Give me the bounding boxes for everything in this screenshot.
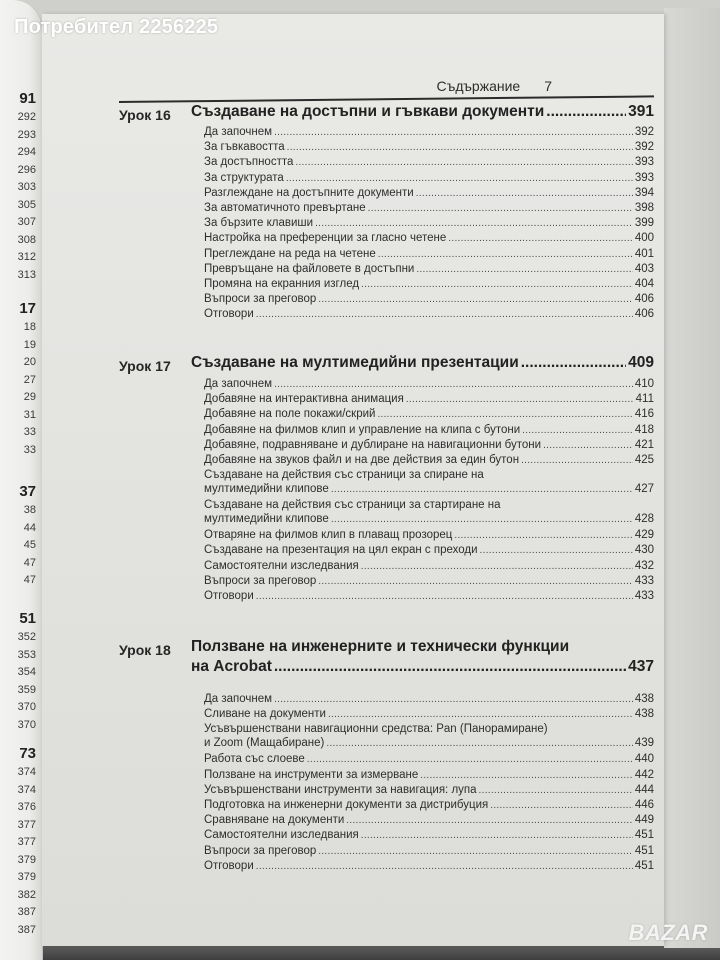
lesson-label: Урок 18 xyxy=(119,642,171,658)
toc-entry[interactable] xyxy=(204,438,654,453)
lesson-title-text-continued: на Acrobat xyxy=(191,658,272,675)
toc-entry-page-number: 410 xyxy=(634,378,654,390)
toc-entry-text: Добавяне на поле покажи/скрий xyxy=(204,408,376,421)
toc-entry-page-number: 406 xyxy=(634,308,654,321)
toc-entry-text: Създаване на действия със страници за спиране на xyxy=(204,469,484,482)
dot-leader xyxy=(274,125,633,140)
facing-lesson-page-number: 37 xyxy=(19,483,36,500)
toc-entry-page-number: 393 xyxy=(634,156,654,169)
toc-entry-page-number: 438 xyxy=(634,693,654,705)
toc-entry-page-number: 401 xyxy=(634,247,654,260)
toc-entry-text: Промяна на екранния изглед xyxy=(204,277,360,290)
toc-entry-page-number: 432 xyxy=(634,559,654,572)
facing-entry-page-number: 20 xyxy=(23,356,36,368)
toc-entry-text: Да започнем xyxy=(204,378,273,390)
toc-entry[interactable] xyxy=(204,768,654,783)
toc-entry[interactable] xyxy=(204,201,654,216)
toc-entry[interactable] xyxy=(204,859,654,874)
toc-entry-page-number: 404 xyxy=(634,277,654,290)
facing-entry-page-number: 377 xyxy=(17,836,36,848)
toc-entry-page-number: 411 xyxy=(635,393,654,406)
dot-leader xyxy=(331,483,633,497)
dot-leader xyxy=(315,216,633,231)
toc-entry[interactable] xyxy=(204,783,654,798)
facing-entry-page-number: 33 xyxy=(23,426,36,438)
facing-lesson-page-number: 73 xyxy=(19,745,36,762)
toc-entry-text: Самостоятелни изследвания xyxy=(204,559,359,572)
page-edge-shadow xyxy=(664,8,720,948)
toc-entry-page-number: 428 xyxy=(634,513,654,526)
dot-leader xyxy=(522,423,633,438)
running-head xyxy=(436,78,552,94)
toc-entry[interactable] xyxy=(204,589,654,604)
lesson-entries xyxy=(204,692,654,874)
facing-entry-page-number: 296 xyxy=(17,163,36,176)
toc-entry[interactable] xyxy=(204,844,654,859)
toc-entry-page-number: 449 xyxy=(634,814,654,827)
facing-entry-page-number: 313 xyxy=(17,268,36,281)
toc-entry-page-number: 433 xyxy=(634,589,654,602)
toc-entry-text: Въпроси за преговор xyxy=(204,844,317,857)
facing-entry-page-number: 379 xyxy=(17,853,36,866)
toc-entry[interactable] xyxy=(204,155,654,170)
toc-entry-text: Създаване на презентация на цял екран с преходи xyxy=(204,544,478,557)
facing-entry-page-number: 29 xyxy=(23,391,36,403)
dot-leader xyxy=(318,292,633,307)
toc-entry[interactable] xyxy=(204,828,654,843)
facing-lesson-page-number: 17 xyxy=(19,300,36,317)
toc-entry[interactable] xyxy=(204,247,654,262)
toc-entry-page-number: 399 xyxy=(634,217,654,230)
dot-leader xyxy=(361,277,633,292)
toc-entry-page-number: 406 xyxy=(634,293,654,306)
facing-entry-page-number: 19 xyxy=(23,338,36,351)
dot-leader xyxy=(546,103,626,121)
facing-entry-page-number: 370 xyxy=(17,718,36,731)
toc-entry[interactable] xyxy=(204,277,654,292)
toc-entry-text: Усъвършенствани навигационни средства: Pan (Панорамиране) xyxy=(204,723,548,736)
dot-leader xyxy=(543,438,633,453)
toc-entry-text: Ползване на инструменти за измерване xyxy=(204,768,419,781)
dot-leader xyxy=(286,171,633,186)
toc-entry[interactable] xyxy=(204,707,654,722)
facing-entry-page-number: 307 xyxy=(17,216,36,228)
toc-entry[interactable] xyxy=(204,292,654,307)
facing-entry-page-number: 374 xyxy=(17,783,36,796)
toc-entry[interactable] xyxy=(204,216,654,231)
toc-entry-text: Работа със слоеве xyxy=(204,753,305,766)
dot-leader xyxy=(454,528,632,543)
toc-entry[interactable] xyxy=(204,468,654,496)
toc-entry[interactable] xyxy=(204,407,654,422)
dot-leader xyxy=(368,201,633,216)
toc-entry-page-number: 403 xyxy=(634,262,654,275)
toc-entry-text: Създаване на действия със страници за стартиране на xyxy=(204,499,501,512)
toc-entry-text: Отговори xyxy=(204,308,254,321)
dot-leader xyxy=(331,513,633,527)
toc-entry-text: Усъвършенствани инструменти за навигация: лупа xyxy=(204,783,477,796)
toc-entry-page-number: 416 xyxy=(634,408,654,421)
dot-leader xyxy=(274,658,626,676)
dot-leader xyxy=(326,737,632,751)
toc-entry-page-number: 393 xyxy=(634,171,654,184)
lesson-title[interactable] xyxy=(191,354,654,372)
toc-entry-text: Подготовка на инженерни документи за дистрибуция xyxy=(204,798,489,811)
lesson-title-text: Ползване на инженерните и технически функции xyxy=(191,638,570,655)
toc-entry-text: Сравняване на документи xyxy=(204,814,345,827)
toc-entry-page-number: 425 xyxy=(634,453,654,466)
toc-entry-text: Да започнем xyxy=(204,693,273,705)
toc-entry-text: За бързите клавиши xyxy=(204,217,314,230)
facing-entry-page-number: 377 xyxy=(17,818,36,831)
toc-entry-page-number: 442 xyxy=(634,768,654,781)
toc-page xyxy=(42,14,664,946)
dot-leader xyxy=(346,813,633,828)
dot-leader xyxy=(274,692,633,707)
dot-leader xyxy=(378,247,633,262)
toc-entry-text: За достъпността xyxy=(204,156,294,169)
toc-entry-text: Отговори xyxy=(204,859,254,872)
toc-entry-page-number: 433 xyxy=(634,574,654,587)
toc-entry[interactable] xyxy=(204,574,654,589)
toc-entry-text: Самостоятелни изследвания xyxy=(204,829,359,842)
toc-entry[interactable] xyxy=(204,377,654,392)
toc-entry-page-number: 451 xyxy=(634,859,654,872)
facing-entry-page-number: 47 xyxy=(23,556,36,569)
dot-leader xyxy=(377,407,632,422)
facing-entry-page-number: 293 xyxy=(17,128,36,141)
toc-entry-text: Сливане на документи xyxy=(204,708,326,721)
dot-leader xyxy=(521,354,626,372)
toc-entry[interactable] xyxy=(204,392,654,407)
toc-entry-page-number: 446 xyxy=(634,798,654,811)
dot-leader xyxy=(274,377,633,392)
facing-entry-page-number: 353 xyxy=(17,648,36,661)
facing-entry-page-number: 33 xyxy=(23,443,36,456)
dot-leader xyxy=(318,844,633,859)
facing-entry-page-number: 47 xyxy=(23,574,36,586)
facing-entry-page-number: 374 xyxy=(17,766,36,778)
facing-entry-page-number: 294 xyxy=(17,146,36,158)
facing-entry-page-number: 354 xyxy=(17,666,36,678)
header-rule xyxy=(119,95,654,103)
toc-entry-text: Въпроси за преговор xyxy=(204,293,317,306)
facing-entry-page-number: 376 xyxy=(17,801,36,813)
lesson-label: Урок 16 xyxy=(119,107,171,123)
facing-entry-page-number: 27 xyxy=(23,373,36,386)
facing-entry-page-number: 31 xyxy=(23,408,36,421)
facing-entry-page-number: 18 xyxy=(23,321,36,333)
toc-entry-text-continued: мултимедийни клипове xyxy=(204,513,329,526)
lesson-page-number: 437 xyxy=(628,658,654,675)
toc-entry-text: Отваряне на филмов клип в плаващ прозорец xyxy=(204,529,453,542)
facing-entry-page-number: 308 xyxy=(17,233,36,246)
toc-entry-text: Разглеждане на достъпните документи xyxy=(204,186,414,199)
dot-leader xyxy=(420,768,633,783)
facing-entry-page-number: 305 xyxy=(17,198,36,211)
running-head-title: Съдържание xyxy=(436,78,521,94)
lesson-label: Урок 17 xyxy=(119,358,171,374)
toc-entry-text: Превръщане на файловете в достъпни xyxy=(204,262,415,275)
dot-leader xyxy=(416,262,632,277)
toc-entry[interactable] xyxy=(204,692,654,707)
toc-entry-page-number: 451 xyxy=(634,829,654,842)
toc-entry[interactable] xyxy=(204,559,654,574)
toc-entry[interactable] xyxy=(204,528,654,543)
running-head-page-number: 7 xyxy=(544,78,552,94)
lesson-title-text: Създаване на мултимедийни презентации xyxy=(191,354,519,371)
dot-leader xyxy=(256,859,633,874)
dot-leader xyxy=(490,798,633,813)
toc-entry-page-number: 439 xyxy=(634,737,654,750)
toc-entry[interactable] xyxy=(204,171,654,186)
facing-entry-page-number: 387 xyxy=(17,906,36,918)
toc-entry-text: Преглеждане на реда на четене xyxy=(204,247,376,260)
toc-entry[interactable] xyxy=(204,752,654,767)
toc-entry-page-number: 418 xyxy=(634,423,654,436)
toc-entry[interactable] xyxy=(204,262,654,277)
toc-entry-text: Отговори xyxy=(204,589,254,602)
toc-entry[interactable] xyxy=(204,498,654,526)
bazar-logo-watermark: BAZAR xyxy=(628,920,708,945)
dot-leader xyxy=(416,186,633,201)
user-watermark: Потребител 2256225 xyxy=(14,16,219,38)
dot-leader xyxy=(287,140,633,155)
toc-entry-text: За автоматичното превъртане xyxy=(204,201,366,214)
toc-entry-page-number: 429 xyxy=(634,529,654,542)
dot-leader xyxy=(307,752,633,767)
toc-entry[interactable] xyxy=(204,307,654,322)
toc-entry-page-number: 438 xyxy=(634,708,654,721)
facing-entry-page-number: 382 xyxy=(17,888,36,901)
facing-entry-page-number: 359 xyxy=(17,683,36,696)
dot-leader xyxy=(480,543,633,558)
toc-entry-text: За структурата xyxy=(204,171,284,184)
lesson-entries xyxy=(204,125,654,322)
toc-entry-text: Въпроси за преговор xyxy=(204,574,317,587)
lesson-page-number: 391 xyxy=(628,103,654,120)
dot-leader xyxy=(479,783,633,798)
toc-entry-text: Добавяне на интерактивна анимация xyxy=(204,393,404,406)
lesson-entries xyxy=(204,377,654,604)
toc-entry-page-number: 451 xyxy=(634,844,654,857)
toc-entry-text: Добавяне, подравняване и дублиране на навигационни бутони xyxy=(204,438,542,451)
toc-entry-page-number: 440 xyxy=(634,753,654,766)
facing-entry-page-number: 387 xyxy=(17,923,36,936)
facing-entry-page-number: 292 xyxy=(17,111,36,123)
toc-entry[interactable] xyxy=(204,453,654,468)
dot-leader xyxy=(406,392,634,407)
toc-entry-page-number: 430 xyxy=(634,544,654,557)
dot-leader xyxy=(318,574,633,589)
dot-leader xyxy=(448,231,633,246)
facing-entry-page-number: 312 xyxy=(17,251,36,263)
dot-leader xyxy=(328,707,633,722)
toc-entry[interactable] xyxy=(204,186,654,201)
toc-entry-page-number: 427 xyxy=(634,483,654,496)
facing-entry-page-number: 379 xyxy=(17,871,36,883)
toc-entry[interactable] xyxy=(204,140,654,155)
lesson-page-number: 409 xyxy=(628,354,654,371)
lesson-title[interactable] xyxy=(191,638,654,676)
toc-entry[interactable] xyxy=(204,543,654,558)
dot-leader xyxy=(256,589,633,604)
toc-entry-page-number: 444 xyxy=(634,783,654,796)
toc-entry[interactable] xyxy=(204,722,654,750)
toc-entry[interactable] xyxy=(204,798,654,813)
facing-entry-page-number: 303 xyxy=(17,181,36,193)
toc-entry-page-number: 392 xyxy=(634,126,654,138)
dot-leader xyxy=(361,559,633,574)
toc-entry-text-continued: мултимедийни клипове xyxy=(204,483,329,496)
dot-leader xyxy=(295,155,632,170)
facing-entry-page-number: 38 xyxy=(23,504,36,516)
toc-entry-text: Да започнем xyxy=(204,126,273,138)
toc-entry[interactable] xyxy=(204,231,654,246)
facing-entry-page-number: 45 xyxy=(23,539,36,551)
facing-lesson-page-number: 91 xyxy=(19,90,36,107)
facing-lesson-page-number: 51 xyxy=(19,610,36,627)
toc-entry-text: Настройка на преференции за гласно четене xyxy=(204,232,447,245)
toc-entry[interactable] xyxy=(204,423,654,438)
toc-entry-text: За гъвкавостта xyxy=(204,141,285,154)
facing-entry-page-number: 44 xyxy=(23,521,36,534)
lesson-title[interactable] xyxy=(191,103,654,121)
toc-entry-page-number: 398 xyxy=(634,201,654,214)
toc-entry-page-number: 400 xyxy=(634,232,654,245)
facing-entry-page-number: 352 xyxy=(17,631,36,643)
toc-entry-text: Добавяне на филмов клип и управление на клипа с бутони xyxy=(204,423,521,436)
dot-leader xyxy=(521,453,633,468)
toc-entry[interactable] xyxy=(204,813,654,828)
toc-entry-page-number: 421 xyxy=(634,438,654,451)
lesson-title-text: Създаване на достъпни и гъвкави документи xyxy=(191,103,545,120)
dot-leader xyxy=(361,828,633,843)
toc-entry-page-number: 392 xyxy=(634,141,654,154)
dot-leader xyxy=(256,307,633,322)
toc-entry-text-continued: и Zoom (Мащабиране) xyxy=(204,737,325,750)
facing-entry-page-number: 370 xyxy=(17,701,36,713)
toc-entry-text: Добавяне на звуков файл и на две действия за един бутон xyxy=(204,453,520,466)
facing-page-edge xyxy=(0,0,43,960)
toc-entry[interactable] xyxy=(204,125,654,140)
toc-entry-page-number: 394 xyxy=(634,186,654,199)
